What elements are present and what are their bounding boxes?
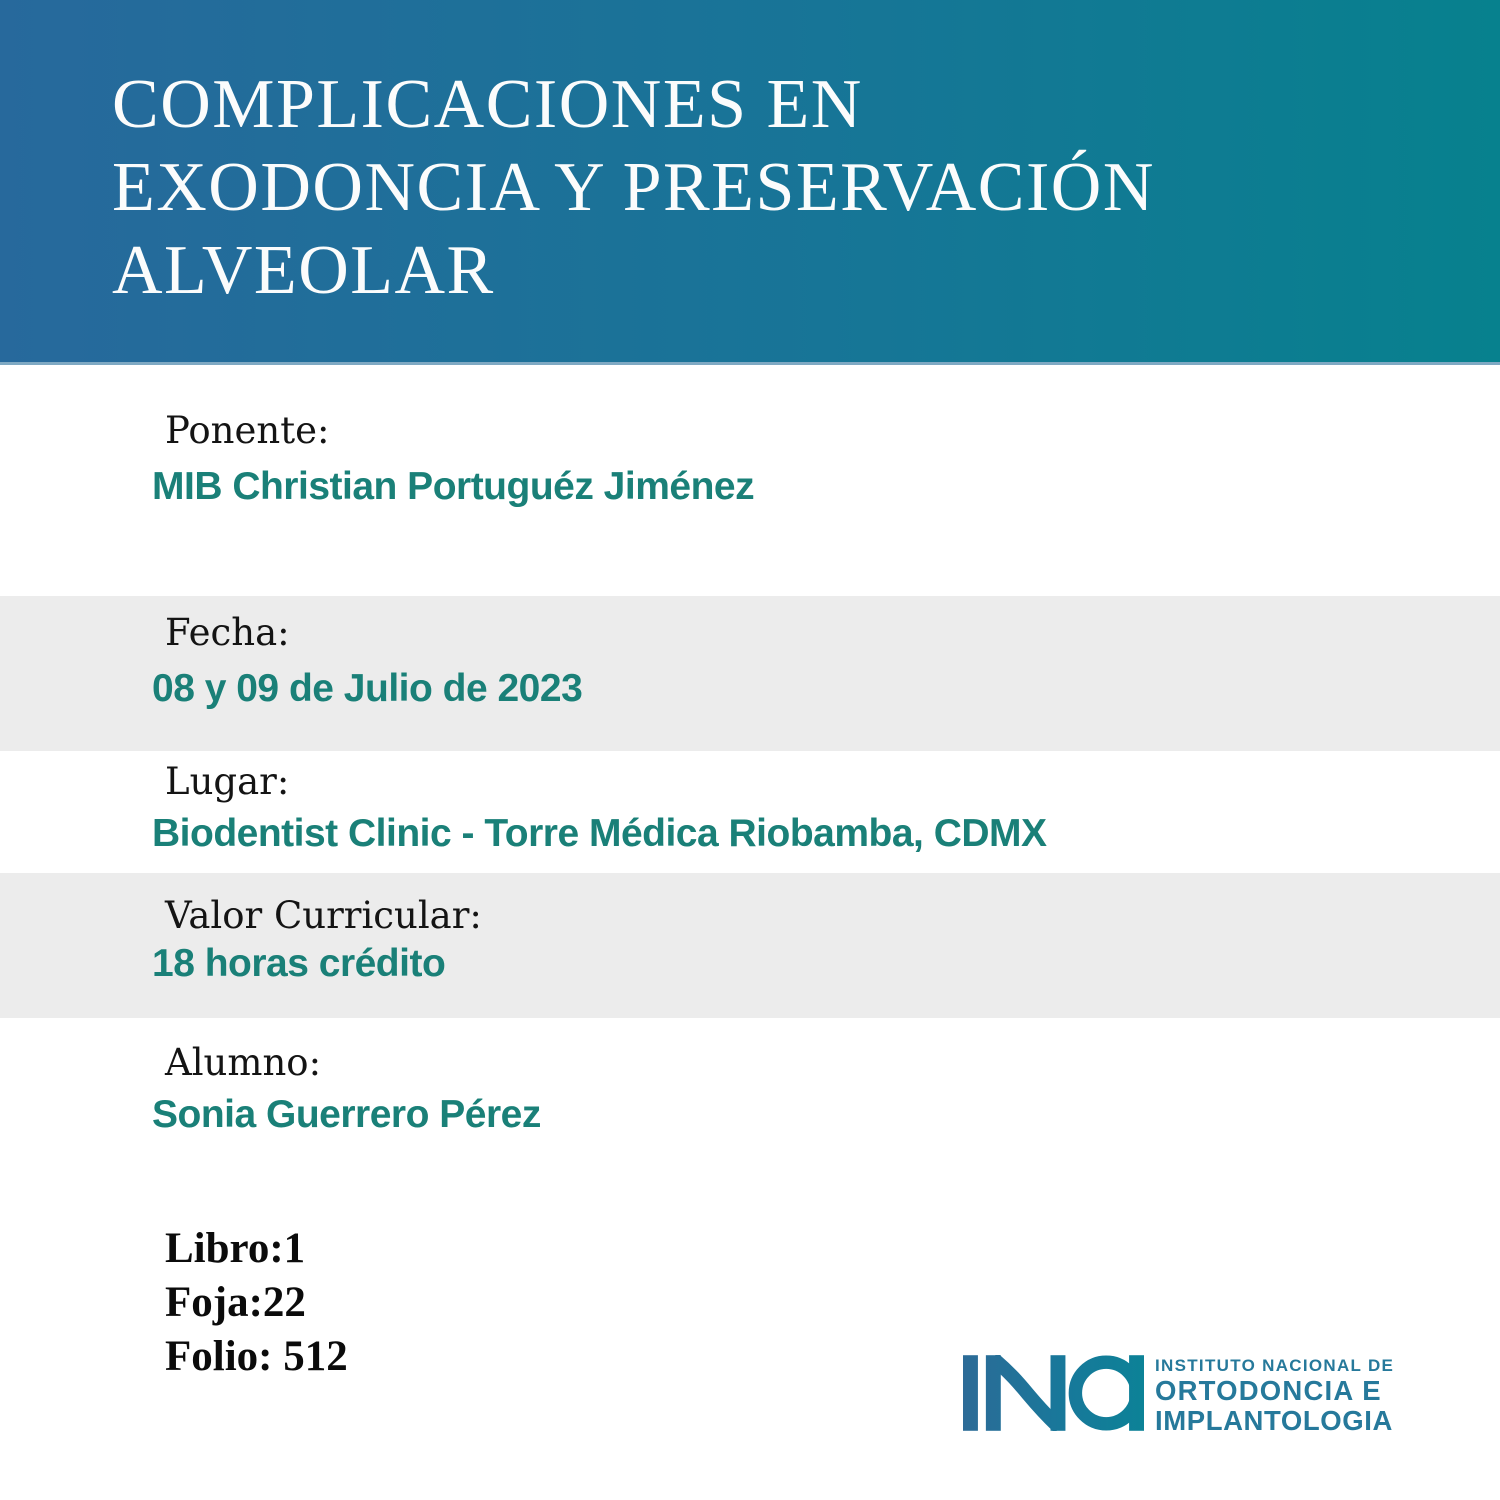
inoi-logo-mark [963,1355,1144,1431]
logo-line-implantologia: IMPLANTOLOGIA [1155,1405,1393,1436]
section-alumno [0,1018,1500,1222]
section-lugar [0,751,1500,873]
section-valor-curricular [0,873,1500,1018]
foja-line: Foja:22 [165,1279,306,1326]
logo-line-ortodoncia: ORTODONCIA E [1155,1375,1382,1406]
alumno-value: Sonia Guerrero Pérez [152,1093,541,1136]
lugar-value: Biodentist Clinic - Torre Médica Riobamba, CDMX [152,812,1047,855]
course-title-line-1: COMPLICACIONES EN [112,66,863,143]
course-title [112,63,1155,312]
section-ponente [0,368,1500,596]
libro-line: Libro:1 [165,1225,306,1272]
logo-line-instituto: INSTITUTO NACIONAL DE [1155,1356,1395,1375]
title-banner [0,0,1500,365]
fecha-label: Fecha: [165,611,290,654]
registry-block [165,1222,348,1384]
folio-line: Folio: 512 [165,1333,348,1380]
course-title-line-2: EXODONCIA Y PRESERVACIÓN [112,149,1155,226]
alumno-label: Alumno: [165,1041,322,1084]
inoi-logo [963,1355,1394,1436]
ponente-value: MIB Christian Portuguéz Jiménez [152,465,755,508]
course-title-line-3: ALVEOLAR [112,232,495,309]
valor-curricular-label: Valor Curricular: [165,894,482,937]
valor-curricular-value: 18 horas crédito [152,942,446,985]
fecha-value: 08 y 09 de Julio de 2023 [152,667,583,710]
inoi-logo-text [1155,1355,1394,1436]
section-fecha [0,596,1500,751]
ponente-label: Ponente: [165,409,330,452]
lugar-label: Lugar: [165,760,290,803]
